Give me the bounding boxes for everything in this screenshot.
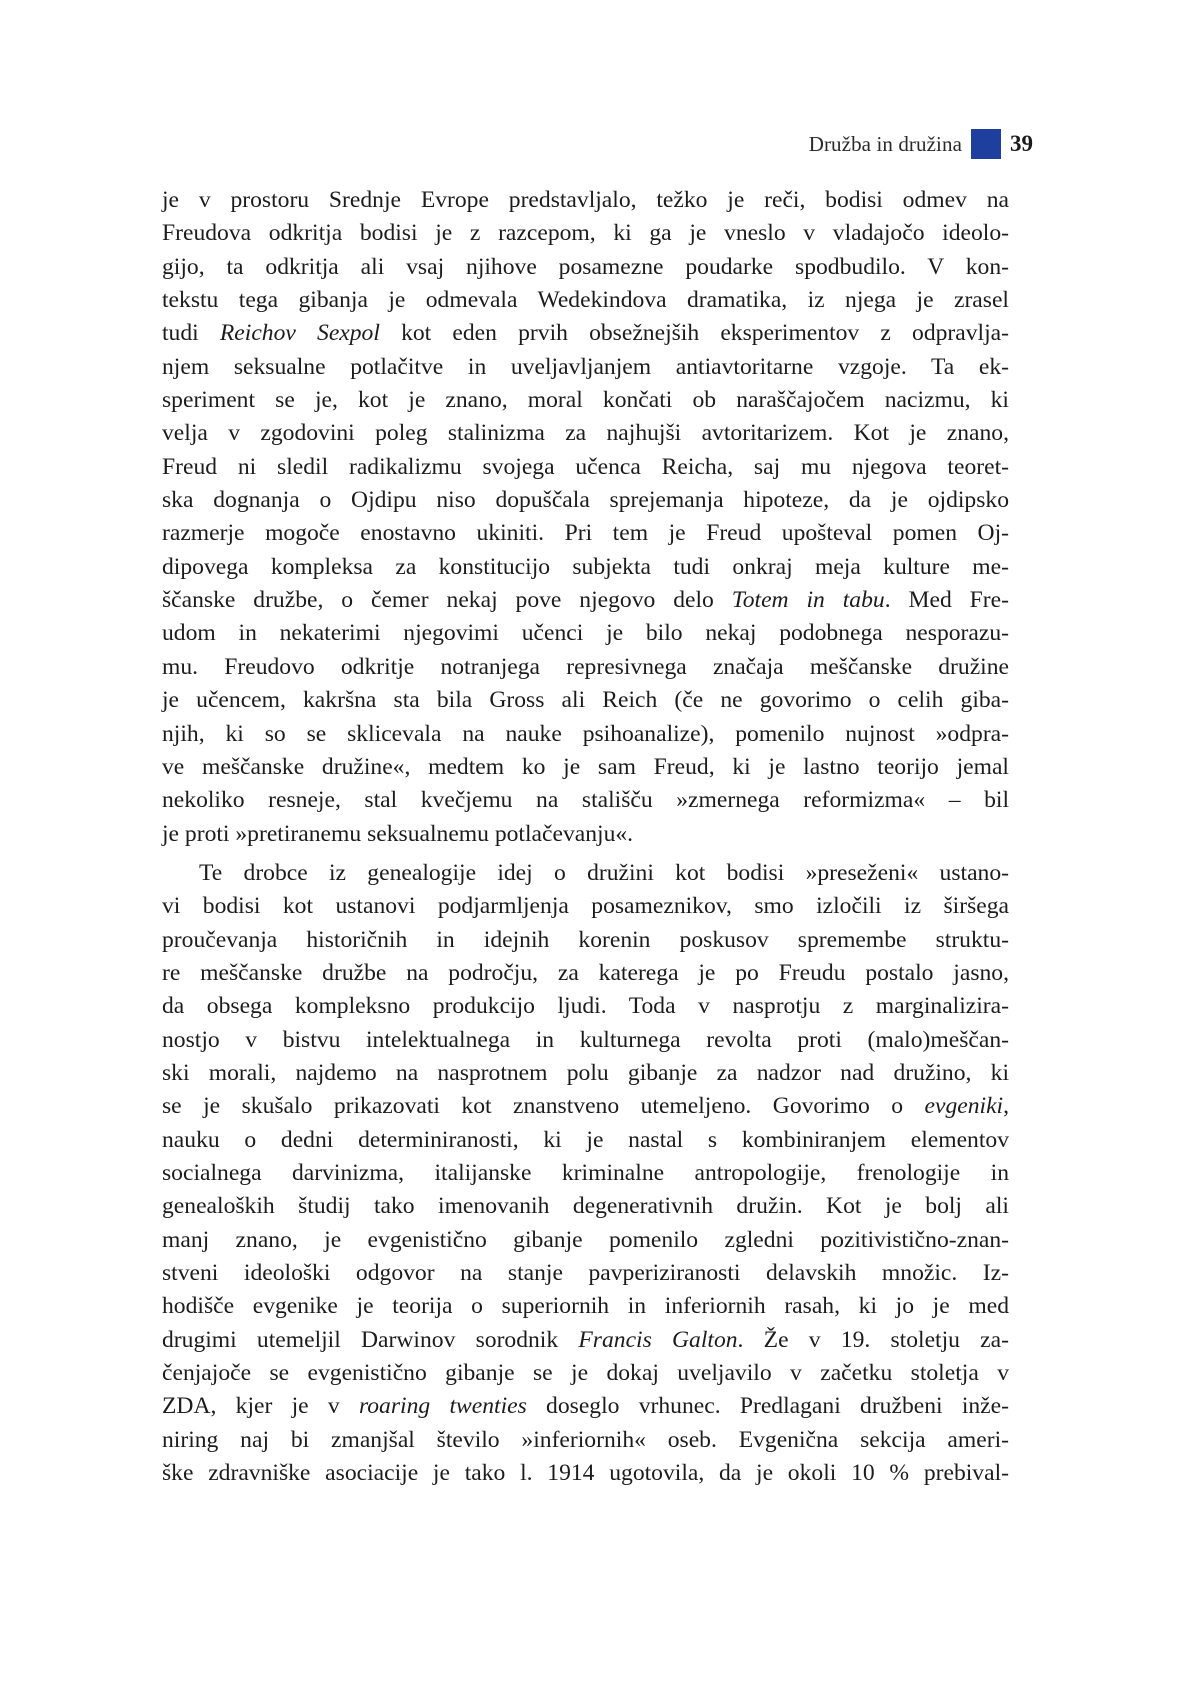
text-line [162,1357,1009,1390]
text-run: niring naj bi zmanjšal število »inferiornih« oseb. Evgenična sekcija ameri- [162,1426,1009,1453]
text-run: udom in nekaterimi njegovimi učenci je bilo nekaj podobnega nesporazu- [162,620,1009,647]
text-run: mu. Freudovo odkritje notranjega represivnega značaja meščanske družine [162,653,1009,680]
text-line [162,484,1009,517]
italic-text: Francis Galton [578,1326,738,1353]
text-line [162,1024,1009,1057]
text-run: drugimi utemeljil Darwinov sorodnik [162,1326,579,1353]
text-run: dipovega kompleksa za konstitucijo subjekta tudi onkraj meja kulture me- [162,553,1009,580]
italic-text: Totem in tabu [731,587,885,614]
text-run: proučevanja historičnih in idejnih korenin poskusov spremembe struktu- [162,926,1009,953]
text-run: socialnega darvinizma, italijanske kriminalne antropologije, frenologije in [162,1159,1009,1186]
text-run: tudi [162,320,220,347]
body-text [162,184,1009,1490]
text-line [162,384,1009,417]
text-line [162,957,1009,990]
text-run: čenjajoče se evgenistično gibanje se je dokaj uveljavilo v začetku stoletja v [162,1360,1009,1387]
text-line [162,751,1009,784]
paragraph [162,857,1009,1491]
header-accent-square [971,129,1001,159]
text-run: je v prostoru Srednje Evrope predstavljalo, težko je reči, bodisi odmev na [162,187,1009,213]
text-line [162,1190,1009,1223]
text-line [162,924,1009,957]
text-line [162,417,1009,450]
text-line [162,551,1009,584]
text-line [162,818,1009,851]
running-header-title: Družba in družina [808,131,962,156]
text-run: speriment se je, kot je znano, moral končati ob naraščajočem nacizmu, ki [162,387,1009,414]
text-run: nekoliko resneje, stal kvečjemu na stališču »zmernega reformizma« – bil [162,787,1009,814]
text-run: se je skušalo prikazovati kot znanstveno utemeljeno. Govorimo o [162,1093,925,1120]
text-run: njih, ki so se sklicevala na nauke psihoanalize), pomenilo nujnost »odpra- [162,720,1009,747]
text-run: . Že v 19. stoletju za- [737,1326,1009,1353]
text-run: razmerje mogoče enostavno ukiniti. Pri tem je Freud upošteval pomen Oj- [162,520,1009,547]
text-run: genealoških študij tako imenovanih degenerativnih družin. Kot je bolj ali [162,1193,1009,1220]
text-line [162,1390,1009,1423]
text-run: njem seksualne potlačitve in uveljavljanjem antiavtoritarne vzgoje. Ta ek- [162,353,1009,380]
text-line [162,184,1009,217]
text-run: ZDA, kjer je v [162,1393,359,1420]
text-line [162,857,1009,890]
text-run: ške zdravniške asociacije je tako l. 1914 ugotovila, da je okoli 10 % prebival- [162,1460,1009,1487]
text-line [162,584,1009,617]
text-line [162,1324,1009,1357]
text-run: Te drobce iz genealogije idej o družini kot bodisi »preseženi« ustano- [199,859,1009,886]
text-line [162,1057,1009,1090]
text-run: Freud ni sledil radikalizmu svojega učenca Reicha, saj mu njegova teoret- [162,453,1009,480]
running-header [809,128,1033,160]
text-line [162,617,1009,650]
text-run: doseglo vrhunec. Predlagani družbeni inže- [526,1393,1009,1420]
italic-text: roaring twenties [358,1393,527,1420]
text-run: re meščanske družbe na področju, za katerega je po Freudu postalo jasno, [162,959,1009,986]
text-line [162,718,1009,751]
text-line [162,1290,1009,1323]
italic-text: Reichov Sexpol [219,320,380,347]
text-line [162,284,1009,317]
text-run: ski morali, najdemo na nasprotnem polu gibanje za nadzor nad družino, ki [162,1059,1009,1086]
text-run: velja v zgodovini poleg stalinizma za najhujši avtoritarizem. Kot je znano, [162,420,1009,447]
page-number: 39 [1010,131,1033,156]
text-line [162,651,1009,684]
text-line [162,684,1009,717]
text-line [162,1257,1009,1290]
text-line [162,990,1009,1023]
text-line [162,1124,1009,1157]
text-run: da obsega kompleksno produkcijo ljudi. Toda v nasprotju z marginalizira- [162,993,1009,1020]
text-run: tekstu tega gibanja je odmevala Wedekindova dramatika, iz njega je zrasel [162,287,1009,314]
text-run: vi bodisi kot ustanovi podjarmljenja posameznikov, smo izločili iz širšega [162,893,1009,920]
text-line [162,784,1009,817]
text-run: ve meščanske družine«, medtem ko je sam Freud, ki je lastno teorijo jemal [162,753,1009,780]
text-line [162,251,1009,284]
text-run: ščanske družbe, o čemer nekaj pove njegovo delo [162,587,732,614]
text-line [162,1224,1009,1257]
text-run: nostjo v bistvu intelektualnega in kulturnega revolta proti (malo)meščan- [162,1026,1009,1053]
text-run: manj znano, je evgenistično gibanje pomenilo zgledni pozitivistično-znan- [162,1226,1009,1253]
text-line [162,317,1009,350]
text-line [162,1457,1009,1490]
text-run: je proti »pretiranemu seksualnemu potlačevanju«. [162,820,634,847]
text-run: gijo, ta odkritja ali vsaj njihove posamezne poudarke spodbudilo. V kon- [162,253,1009,280]
paragraph [162,184,1009,851]
text-run: kot eden prvih obsežnejših eksperimentov z odpravlja- [379,320,1009,347]
text-run: Freudova odkritja bodisi je z razcepom, ki ga je vneslo v vladajočo ideolo- [162,220,1009,247]
text-line [162,1424,1009,1457]
text-run: . Med Fre- [884,587,1009,614]
text-run: nauku o dedni determiniranosti, ki je nastal s kombiniranjem elementov [162,1126,1009,1153]
text-run: je učencem, kakršna sta bila Gross ali Reich (če ne govorimo o celih giba- [162,687,1009,714]
text-line [162,1157,1009,1190]
text-line [162,451,1009,484]
text-line [162,1090,1009,1123]
text-run: , [1003,1093,1009,1120]
text-run: hodišče evgenike je teorija o superiornih in inferiornih rasah, ki jo je med [162,1293,1009,1320]
text-line [162,217,1009,250]
text-run: stveni ideološki odgovor na stanje pavperiziranosti delavskih množic. Iz- [162,1260,1009,1286]
italic-text: evgeniki [924,1093,1004,1120]
text-line [162,517,1009,550]
text-line [162,890,1009,923]
text-line [162,351,1009,384]
text-run: ska dognanja o Ojdipu niso dopuščala sprejemanja hipoteze, da je ojdipsko [162,487,1009,514]
